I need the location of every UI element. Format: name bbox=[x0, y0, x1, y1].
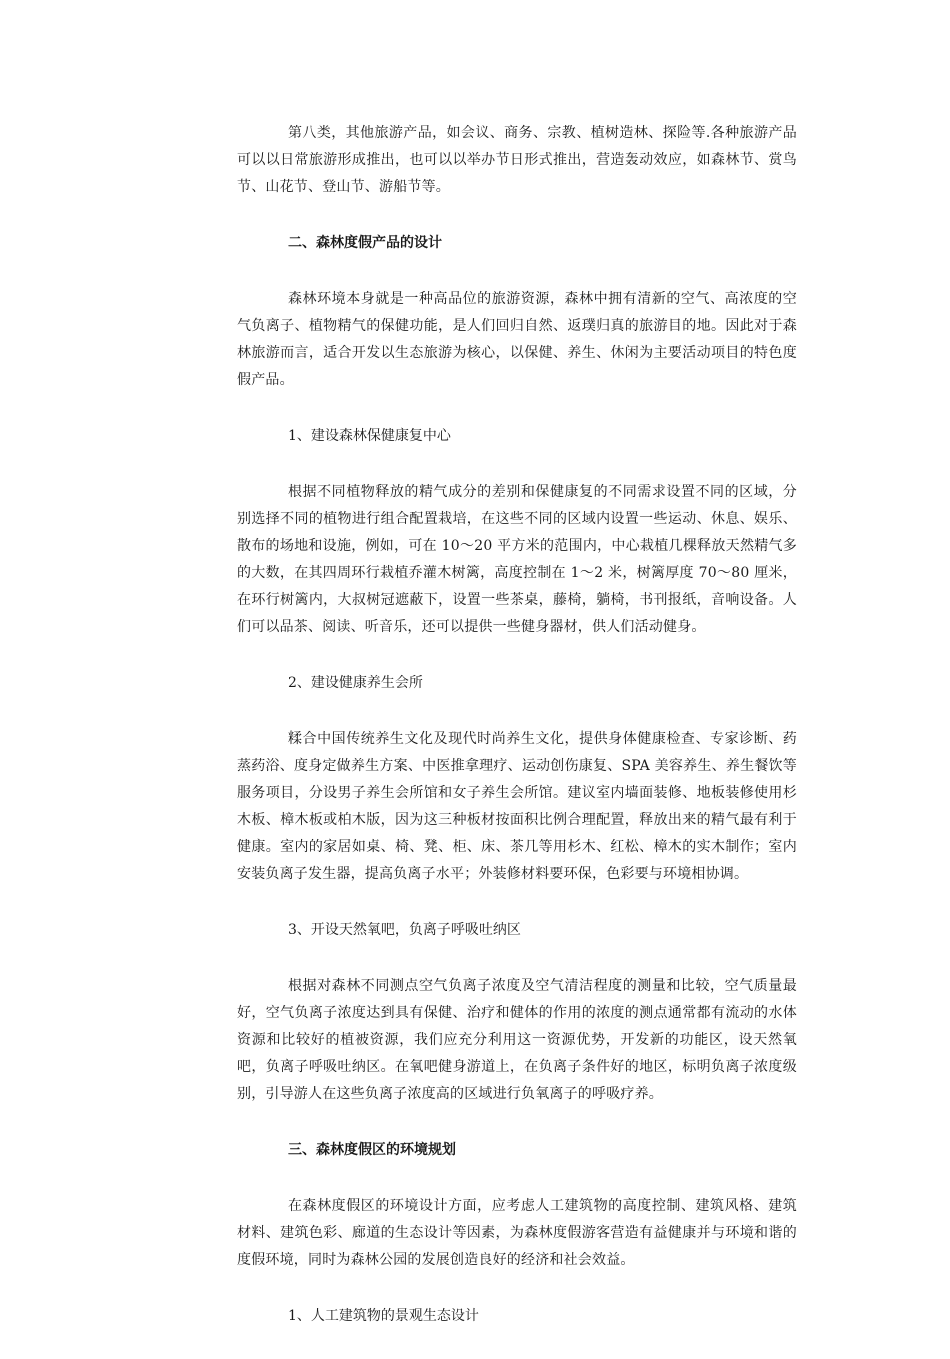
paragraph-forest-environment: 森林环境本身就是一种高品位的旅游资源，森林中拥有清新的空气、高浓度的空气负离子、植物精气的保健功能，是人们回归自然、返璞归真的旅游目的地。因此对于森林旅游而言，适合开发以生态旅游为核心，以保健、养生、休闲为主要活动项目的特色度假产品。 bbox=[237, 291, 797, 388]
subheading-oxygen-bar: 3、开设天然氧吧，负离子呼吸吐纳区 bbox=[288, 922, 521, 938]
section-heading-resort-product-design: 二、森林度假产品的设计 bbox=[288, 235, 442, 251]
subheading-wellness-club: 2、建设健康养生会所 bbox=[288, 675, 423, 691]
subheading-health-recovery-center: 1、建设森林保健康复中心 bbox=[288, 428, 451, 444]
paragraph-oxygen-bar: 根据对森林不同测点空气负离子浓度及空气清洁程度的测量和比较，空气质量最好，空气负离子浓度达到具有保健、治疗和健体的作用的浓度的测点通常都有流动的水体资源和比较好的植被资源，我们应充分利用这一资源优势，开发新的功能区，设天然氧吧，负离子呼吸吐纳区。在氧吧健身游道上，在负离子条件好的地区，标明负离子浓度级别，引导游人在这些负离子浓度高的区域进行负氧离子的呼吸疗养。 bbox=[237, 978, 797, 1102]
subheading-landscape-ecology-design: 1、人工建筑物的景观生态设计 bbox=[288, 1308, 479, 1324]
paragraph-environment-planning: 在森林度假区的环境设计方面，应考虑人工建筑物的高度控制、建筑风格、建筑材料、建筑色彩、廊道的生态设计等因素，为森林度假游客营造有益健康并与环境和谐的度假环境，同时为森林公园的发展创造良好的经济和社会效益。 bbox=[237, 1198, 797, 1268]
paragraph-other-products: 第八类，其他旅游产品，如会议、商务、宗教、植树造林、探险等.各种旅游产品可以以日常旅游形成推出，也可以以举办节日形式推出，营造轰动效应，如森林节、赏鸟节、山花节、登山节、游船节等。 bbox=[237, 125, 797, 195]
paragraph-health-recovery-center: 根据不同植物释放的精气成分的差别和保健康复的不同需求设置不同的区域，分别选择不同的植物进行组合配置栽培，在这些不同的区域内设置一些运动、休息、娱乐、散布的场地和设施，例如，可在 10～20 平方米的范围内，中心栽植几棵释放天然精气多的大数，在其四周环行栽植乔灌木树篱，高度控制在 1～2 米，树篱厚度 70～80 厘米，在环行树篱内，大叔树冠遮蔽下，设置一些茶桌，藤椅，躺椅，书刊报纸，音响设备。人们可以品茶、阅读、听音乐，还可以提供一些健身器材，供人们活动健身。 bbox=[237, 484, 797, 635]
section-heading-environment-planning: 三、森林度假区的环境规划 bbox=[288, 1142, 456, 1158]
paragraph-wellness-club: 糅合中国传统养生文化及现代时尚养生文化，提供身体健康检查、专家诊断、药蒸药浴、度身定做养生方案、中医推拿理疗、运动创伤康复、SPA 美容养生、养生餐饮等服务项目，分设男子养生会所馆和女子养生会所馆。建议室内墙面装修、地板装修使用杉木板、樟木板或柏木版，因为这三种板材按面积比例合理配置，释放出来的精气最有利于健康。室内的家居如桌、椅、凳、柜、床、茶几等用杉木、红松、樟木的实木制作；室内安装负离子发生器，提高负离子水平；外装修材料要环保，色彩要与环境相协调。 bbox=[237, 731, 797, 882]
document-page bbox=[237, 120, 797, 1359]
